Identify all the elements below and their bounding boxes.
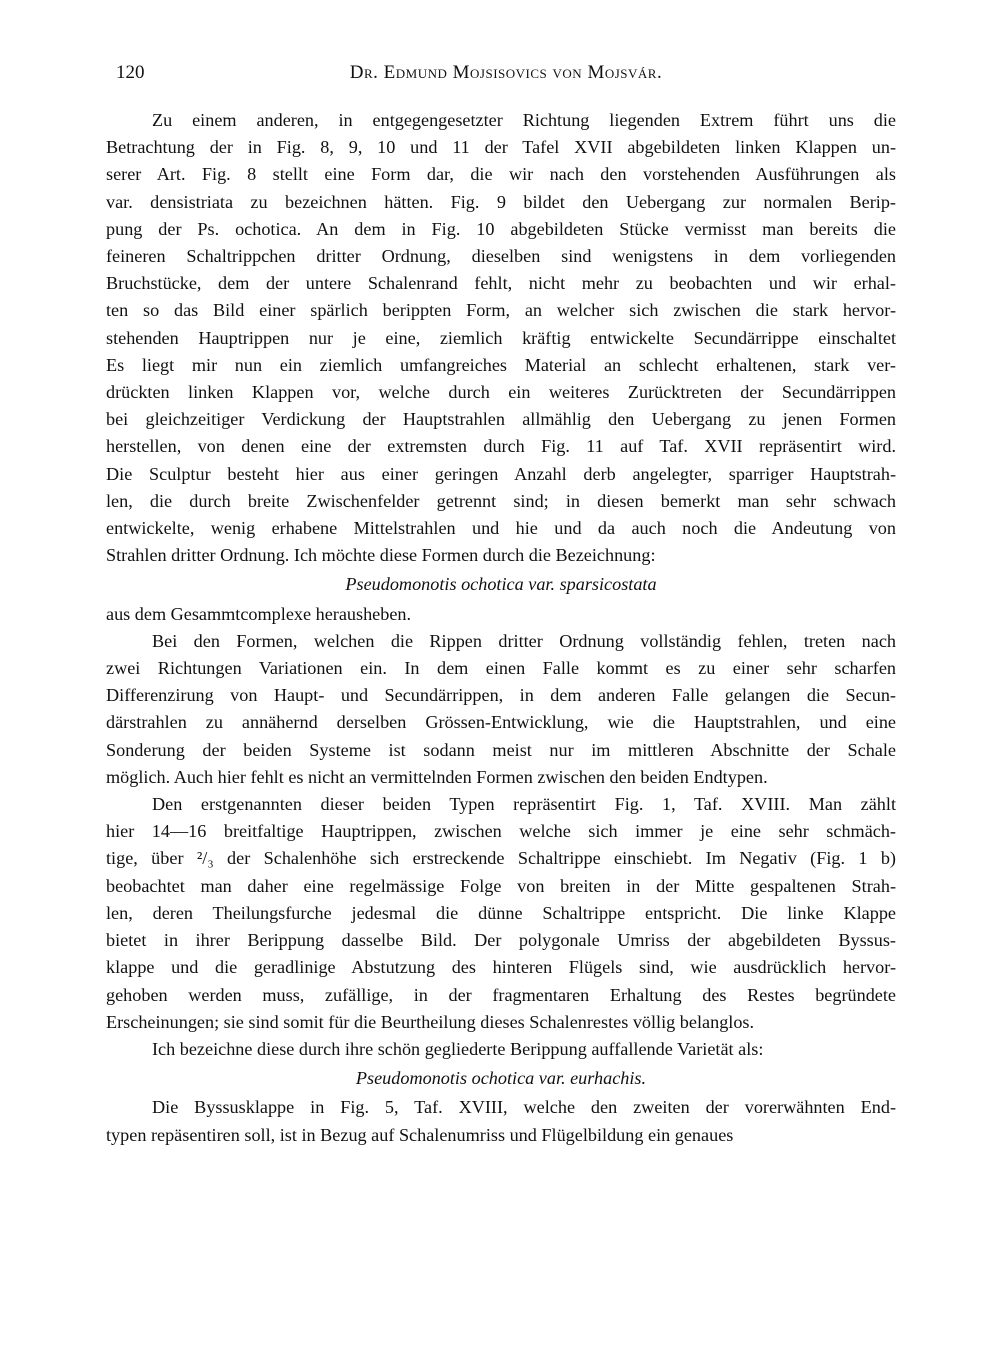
text-line: aus dem Gesammtcomplexe herausheben. [106, 603, 412, 624]
text-line: feineren Schaltrippchen dritter Ordnung, dieselben sind wenigstens in dem vorliegenden [106, 246, 896, 267]
text-line: Sonderung der beiden Systeme ist sodann meist nur im mittleren Abschnitte der Schale [106, 739, 896, 760]
text-line: Erscheinungen; sie sind somit für die Beurtheilung dieses Schalenrestes völlig belanglos. [106, 1011, 755, 1032]
text-line: var. densistriata zu bezeichnen hätten. Fig. 9 bildet den Uebergang zur normalen Berip- [106, 191, 896, 212]
text-line: len, deren Theilungsfurche jedesmal die dünne Schaltrippe entspricht. Die linke Klappe [106, 902, 896, 923]
page-header [116, 62, 896, 90]
paragraph [106, 1094, 896, 1148]
body-text [106, 107, 896, 1149]
text-line: bei gleichzeitiger Verdickung der Hauptstrahlen allmählig den Uebergang zu jenen Formen [106, 409, 896, 430]
text-line: Den erstgenannten dieser beiden Typen repräsentirt Fig. 1, Taf. XVIII. Man zählt [152, 794, 896, 815]
page-number: 120 [116, 62, 145, 83]
text-line: gehoben werden muss, zufällige, in der fragmentaren Erhaltung des Restes begründete [106, 984, 896, 1005]
text-line: Zu einem anderen, in entgegengesetzter Richtung liegenden Extrem führt uns die [152, 110, 896, 130]
text-line: Differenzirung von Haupt- und Secundärrippen, in dem anderen Falle gelangen die Secun- [106, 685, 896, 706]
text-line: bietet in ihrer Berippung dasselbe Bild. Der polygonale Umriss der abgebildeten Byssus- [106, 930, 896, 951]
text-line: klappe und die geradlinige Abstutzung des hinteren Flügels sind, wie ausdrücklich hervor- [106, 957, 896, 978]
text-line: entwickelte, wenig erhabene Mittelstrahlen und hie und da auch noch die Andeutung von [106, 518, 896, 539]
text-line: Die Byssusklappe in Fig. 5, Taf. XVIII, welche den zweiten der vorerwähnten End- [152, 1097, 896, 1118]
text-line: Es liegt mir nun ein ziemlich umfangreiches Material an schlecht erhaltenen, stark ver- [106, 354, 896, 375]
text-line: herstellen, von denen eine der extremsten durch Fig. 11 auf Taf. XVII repräsentirt wird. [106, 436, 896, 457]
text-line: Die Sculptur besteht hier aus einer geringen Anzahl derb angelegter, sparriger Hauptstrah- [106, 463, 896, 484]
text-line: Strahlen dritter Ordnung. Ich möchte diese Formen durch die Bezeichnung: [106, 545, 656, 566]
text-line: beobachtet man daher eine regelmässige Folge von breiten in der Mitte gespaltenen Strah- [106, 875, 896, 896]
paragraph [106, 1036, 896, 1063]
text-line: serer Art. Fig. 8 stellt eine Form dar, die wir nach den vorstehenden Ausführungen als [106, 164, 896, 185]
text-line: pung der Ps. ochotica. An dem in Fig. 10 abgebildeten Stücke vermisst man bereits die [106, 218, 896, 239]
text-line: därstrahlen zu annähernd derselben Grössen-Entwicklung, wie die Hauptstrahlen, und eine [106, 712, 896, 733]
text-line: len, die durch breite Zwischenfelder getrennt sind; in diesen bemerkt man sehr schwach [106, 490, 896, 511]
text-line: möglich. Auch hier fehlt es nicht an vermittelnden Formen zwischen den beiden Endtypen. [106, 766, 768, 787]
text-line: hier 14—16 breitfaltige Hauptrippen, zwischen welche sich immer je eine sehr schmäch- [106, 821, 896, 842]
text-line: typen repäsentiren soll, ist in Bezug auf Schalenumriss und Flügelbildung ein genaues [106, 1124, 734, 1145]
text-line: zwei Richtungen Variationen ein. In dem einen Falle kommt es zu einer sehr scharfen [106, 658, 896, 679]
paragraph [106, 791, 896, 1036]
text-line: Betrachtung der in Fig. 8, 9, 10 und 11 der Tafel XVII abgebildeten linken Klappen un- [106, 137, 896, 158]
species-name: Pseudomonotis ochotica var. eurhachis. [355, 1068, 647, 1089]
text-line: drückten linken Klappen vor, welche durch ein weiteres Zurücktreten der Secundärrippen [106, 382, 896, 403]
text-line: stehenden Hauptrippen nur je eine, ziemlich kräftig entwickelte Secundärrippe einschaltet [106, 327, 896, 348]
text-line: Bruchstücke, dem der untere Schalenrand fehlt, nicht mehr zu beobachten und wir erhal- [106, 273, 896, 294]
paragraph [106, 628, 896, 791]
paragraph [106, 107, 896, 569]
paragraph [106, 601, 896, 628]
text-line: ten so das Bild einer spärlich berippten Form, an welcher sich zwischen die stark hervor- [106, 300, 896, 321]
text-line: Bei den Formen, welchen die Rippen dritter Ordnung vollständig fehlen, treten nach [152, 630, 896, 651]
text-line: tige, über ²/₃ der Schalenhöhe sich erstreckende Schaltrippe einschiebt. Im Negativ (Fig. 1 b) [106, 848, 896, 869]
text-line: Ich bezeichne diese durch ihre schön gegliederte Berippung auffallende Varietät als: [152, 1038, 764, 1059]
species-name: Pseudomonotis ochotica var. sparsicostata [345, 574, 657, 595]
running-head: Dr. Edmund Mojsisovics von Mojsvár. [349, 62, 663, 83]
